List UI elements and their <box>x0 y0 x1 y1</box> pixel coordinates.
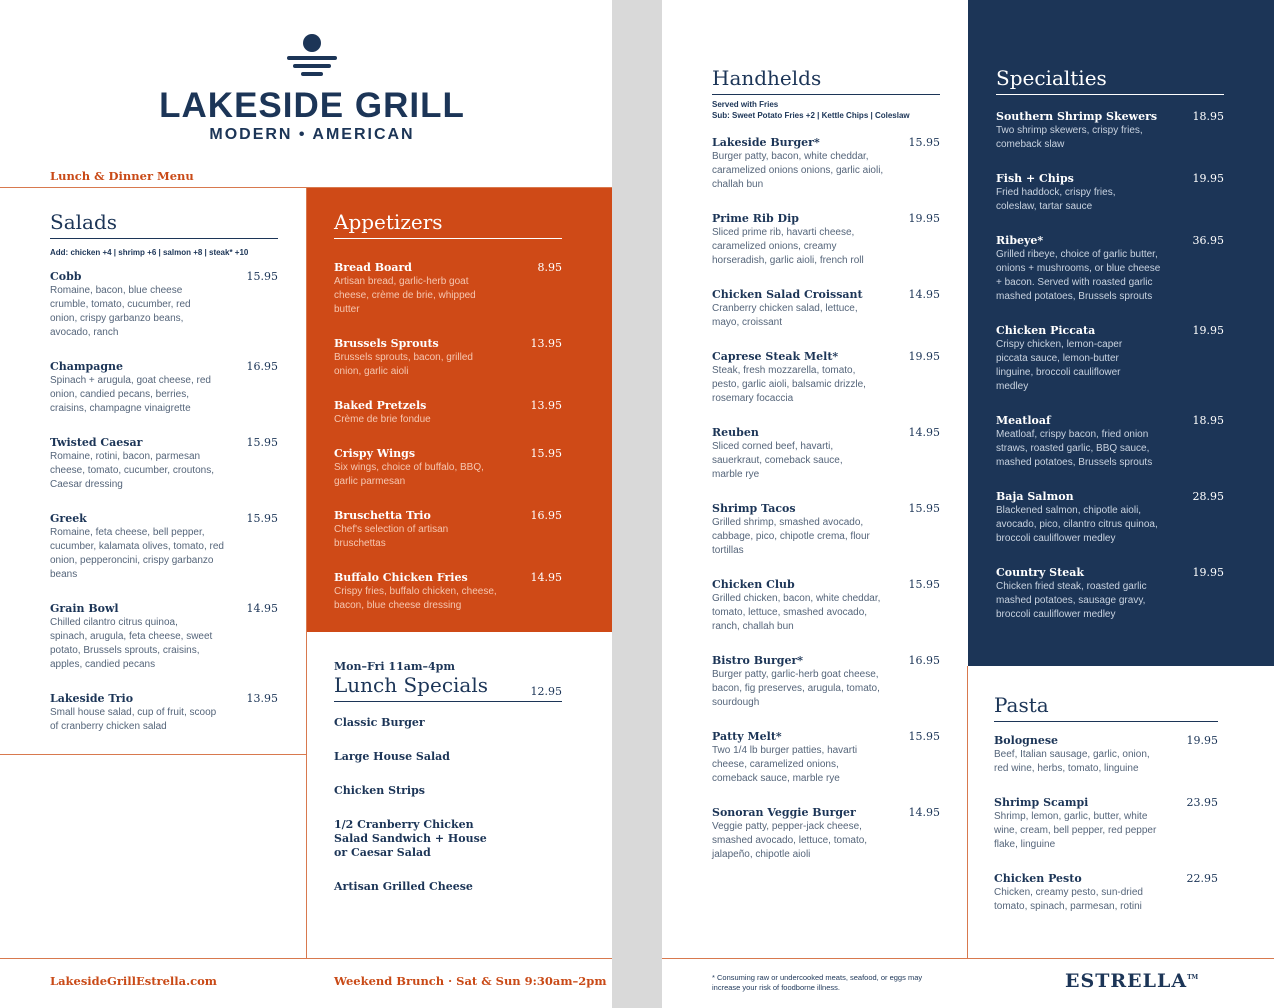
item-name: Grain Bowl <box>50 602 119 615</box>
menu-item <box>996 172 1224 214</box>
item-price: 15.95 <box>246 512 278 525</box>
divider <box>967 666 968 958</box>
menu-item <box>712 806 940 862</box>
item-price: 15.95 <box>246 436 278 449</box>
item-desc: Small house salad, cup of fruit, scoop of cranberry chicken salad <box>50 707 217 732</box>
item-price: 15.95 <box>246 270 278 283</box>
menu-item <box>50 692 278 734</box>
menu-item <box>50 270 278 340</box>
item-desc: Burger patty, bacon, white cheddar, caramelized onions onions, garlic aioli, challah bun <box>712 151 884 190</box>
item-price: 8.95 <box>537 261 562 274</box>
salads-section <box>50 210 278 734</box>
lunch-title-row <box>334 673 562 702</box>
item-name: Brussels Sprouts <box>334 337 439 350</box>
item-name: Shrimp Scampi <box>994 796 1089 809</box>
menu-item <box>994 734 1218 776</box>
item-name: Prime Rib Dip <box>712 212 799 225</box>
menu-item <box>50 512 278 582</box>
menu-item <box>996 110 1224 152</box>
item-price: 19.95 <box>1192 324 1224 337</box>
item-price: 15.95 <box>908 136 940 149</box>
item-desc: Spinach + arugula, goat cheese, red onion, candied pecans, berries, craisins, champagne vinaigrette <box>50 375 211 414</box>
menu-item <box>994 872 1218 914</box>
section-title: Appetizers <box>334 210 562 239</box>
menu-item <box>334 509 562 551</box>
menu-item <box>712 350 940 406</box>
menu-item <box>712 136 940 192</box>
menu-item <box>50 602 278 672</box>
section-note: Add: chicken +4 | shrimp +6 | salmon +8 | steak* +10 <box>50 248 249 257</box>
menu-item <box>334 571 562 613</box>
menu-page-left <box>0 0 612 1008</box>
lunch-item: Artisan Grilled Cheese <box>334 880 473 893</box>
item-name: Ribeye* <box>996 234 1044 247</box>
item-name: Cobb <box>50 270 82 283</box>
item-price: 15.95 <box>908 578 940 591</box>
item-desc: Sliced corned beef, havarti, sauerkraut, comeback sauce, marble rye <box>712 441 843 480</box>
menu-item <box>712 426 940 482</box>
item-name: Champagne <box>50 360 124 373</box>
item-name: Chicken Pesto <box>994 872 1082 885</box>
section-title: Pasta <box>994 693 1218 722</box>
menu-item <box>334 447 562 489</box>
menu-item <box>712 730 940 786</box>
item-name: Caprese Steak Melt* <box>712 350 839 363</box>
menu-page-right <box>662 0 1274 1008</box>
item-desc: Meatloaf, crispy bacon, fried onion straws, roasted garlic, BBQ sauce, mashed potatoes, Brussels sprouts <box>996 429 1153 468</box>
item-desc: Blackened salmon, chipotle aioli, avocado, pico, cilantro citrus quinoa, broccoli cauliflower medley <box>996 505 1158 544</box>
brand-logo <box>1065 970 1198 992</box>
menu-item <box>996 490 1224 546</box>
section-note: Served with Fries <box>712 100 779 109</box>
item-price: 36.95 <box>1192 234 1224 247</box>
item-name: Bruschetta Trio <box>334 509 431 522</box>
menu-item <box>334 261 562 317</box>
item-price: 16.95 <box>530 509 562 522</box>
sun-lake-icon <box>287 34 337 80</box>
item-desc: Veggie patty, pepper-jack cheese, smashed avocado, lettuce, tomato, jalapeño, chipotle aioli <box>712 821 868 860</box>
lunch-item: Classic Burger <box>334 716 425 729</box>
item-price: 19.95 <box>1192 172 1224 185</box>
item-price: 14.95 <box>908 288 940 301</box>
menu-item <box>50 360 278 416</box>
item-name: Baja Salmon <box>996 490 1074 503</box>
item-price: 13.95 <box>530 399 562 412</box>
lunch-item: Large House Salad <box>334 750 450 763</box>
menu-item <box>712 578 940 634</box>
item-price: 15.95 <box>908 730 940 743</box>
item-price: 14.95 <box>246 602 278 615</box>
item-price: 22.95 <box>1186 872 1218 885</box>
item-desc: Chef's selection of artisan bruschettas <box>334 524 449 549</box>
menu-item <box>50 436 278 492</box>
lunch-item: Chicken Strips <box>334 784 425 797</box>
logo-tagline: MODERN • AMERICAN <box>209 126 415 143</box>
logo-name: LAKESIDE GRILL <box>159 86 465 125</box>
logo <box>150 34 474 144</box>
item-name: Shrimp Tacos <box>712 502 796 515</box>
item-name: Fish + Chips <box>996 172 1074 185</box>
item-price: 23.95 <box>1186 796 1218 809</box>
item-desc: Chilled cilantro citrus quinoa, spinach, arugula, feta cheese, sweet potato, Brussels sprouts, craisins, apples, candied pecans <box>50 617 213 670</box>
item-price: 14.95 <box>530 571 562 584</box>
item-desc: Grilled chicken, bacon, white cheddar, tomato, lettuce, smashed avocado, ranch, challah bun <box>712 593 881 632</box>
item-price: 19.95 <box>1192 566 1224 579</box>
item-price: 16.95 <box>908 654 940 667</box>
item-desc: Crispy fries, buffalo chicken, cheese, bacon, blue cheese dressing <box>334 586 497 611</box>
item-desc: Shrimp, lemon, garlic, butter, white wine, cream, bell pepper, red pepper flake, linguine <box>994 811 1157 850</box>
section-title: Specialties <box>996 66 1224 95</box>
item-price: 28.95 <box>1192 490 1224 503</box>
divider <box>662 958 1274 959</box>
lunch-specials-section <box>334 660 562 894</box>
item-price: 15.95 <box>530 447 562 460</box>
item-name: Chicken Piccata <box>996 324 1096 337</box>
menu-item <box>996 234 1224 304</box>
item-name: Crispy Wings <box>334 447 416 460</box>
menu-item <box>996 414 1224 470</box>
divider <box>0 754 306 755</box>
lunch-item: 1/2 Cranberry Chicken Salad Sandwich + House or Caesar Salad <box>334 818 487 859</box>
lunch-price: 12.95 <box>530 685 562 698</box>
trademark-mark: TM <box>1187 974 1199 981</box>
section-title: Handhelds <box>712 66 940 95</box>
item-name: Country Steak <box>996 566 1084 579</box>
section-title: Salads <box>50 210 278 239</box>
item-name: Sonoran Veggie Burger <box>712 806 856 819</box>
appetizers-section <box>334 210 562 613</box>
item-price: 18.95 <box>1192 414 1224 427</box>
item-desc: Crème de brie fondue <box>334 414 431 425</box>
item-desc: Chicken, creamy pesto, sun-dried tomato, spinach, parmesan, rotini <box>994 887 1143 912</box>
menu-item <box>712 288 940 330</box>
item-desc: Crispy chicken, lemon-caper piccata sauce, lemon-butter linguine, broccoli cauliflower medley <box>996 339 1123 392</box>
item-name: Lakeside Burger* <box>712 136 820 149</box>
divider <box>0 958 612 959</box>
item-desc: Romaine, rotini, bacon, parmesan cheese, tomato, cucumber, croutons, Caesar dressing <box>50 451 214 490</box>
item-price: 15.95 <box>908 502 940 515</box>
item-price: 13.95 <box>530 337 562 350</box>
item-name: Greek <box>50 512 87 525</box>
item-name: Chicken Club <box>712 578 795 591</box>
specialties-section <box>996 66 1224 622</box>
item-desc: Burger patty, garlic-herb goat cheese, bacon, fig preserves, arugula, tomato, sourdough <box>712 669 880 708</box>
item-name: Chicken Salad Croissant <box>712 288 863 301</box>
item-name: Lakeside Trio <box>50 692 134 705</box>
menu-item <box>334 337 562 379</box>
item-desc: Two 1/4 lb burger patties, havarti cheese, caramelized onions, comeback sauce, marble rye <box>712 745 858 784</box>
menu-item <box>334 399 562 427</box>
item-name: Patty Melt* <box>712 730 782 743</box>
item-desc: Two shrimp skewers, crispy fries, comeback slaw <box>996 125 1143 150</box>
item-name: Reuben <box>712 426 759 439</box>
menu-item <box>994 796 1218 852</box>
menu-item <box>712 502 940 558</box>
foodborne-disclaimer: * Consuming raw or undercooked meats, seafood, or eggs may increase your risk of foodborne illness. <box>712 973 923 992</box>
item-price: 19.95 <box>908 350 940 363</box>
item-name: Bread Board <box>334 261 412 274</box>
item-desc: Romaine, bacon, blue cheese crumble, tomato, cucumber, red onion, crispy garbanzo beans, avocado, ranch <box>50 285 191 338</box>
item-name: Bolognese <box>994 734 1059 747</box>
item-desc: Grilled ribeye, choice of garlic butter, onions + mushrooms, or blue cheese + bacon. Served with roasted garlic mashed potatoes, Brussels sprouts <box>996 249 1161 302</box>
lunch-hours: Mon–Fri 11am–4pm <box>334 660 455 673</box>
item-name: Buffalo Chicken Fries <box>334 571 468 584</box>
item-desc: Grilled shrimp, smashed avocado, cabbage, pico, chipotle crema, flour tortillas <box>712 517 870 556</box>
item-desc: Cranberry chicken salad, lettuce, mayo, croissant <box>712 303 858 328</box>
item-price: 13.95 <box>246 692 278 705</box>
item-desc: Six wings, choice of buffalo, BBQ, garlic parmesan <box>334 462 484 487</box>
menu-label: Lunch & Dinner Menu <box>50 169 194 183</box>
item-desc: Chicken fried steak, roasted garlic mashed potatoes, sausage gravy, broccoli cauliflower medley <box>996 581 1147 620</box>
item-desc: Steak, fresh mozzarella, tomato, pesto, garlic aioli, balsamic drizzle, rosemary focaccia <box>712 365 866 404</box>
item-price: 19.95 <box>1186 734 1218 747</box>
item-name: Meatloaf <box>996 414 1051 427</box>
item-price: 14.95 <box>908 426 940 439</box>
item-price: 18.95 <box>1192 110 1224 123</box>
item-desc: Romaine, feta cheese, bell pepper, cucumber, kalamata olives, tomato, red onion, pepperoncini, crispy garbanzo beans <box>50 527 224 580</box>
handhelds-section <box>712 66 940 862</box>
item-name: Southern Shrimp Skewers <box>996 110 1158 123</box>
menu-item <box>712 212 940 268</box>
item-price: 19.95 <box>908 212 940 225</box>
item-name: Baked Pretzels <box>334 399 427 412</box>
brunch-note: Weekend Brunch · Sat & Sun 9:30am–2pm <box>334 974 607 988</box>
section-note: Sub: Sweet Potato Fries +2 | Kettle Chips | Coleslaw <box>712 111 910 120</box>
item-desc: Brussels sprouts, bacon, grilled onion, garlic aioli <box>334 352 473 377</box>
item-name: Twisted Caesar <box>50 436 143 449</box>
item-price: 16.95 <box>246 360 278 373</box>
menu-item <box>996 324 1224 394</box>
section-title: Lunch Specials <box>334 673 562 702</box>
item-desc: Sliced prime rib, havarti cheese, caramelized onions, creamy horseradish, garlic aioli, french roll <box>712 227 864 266</box>
item-desc: Fried haddock, crispy fries, coleslaw, tartar sauce <box>996 187 1116 212</box>
item-desc: Artisan bread, garlic-herb goat cheese, crème de brie, whipped butter <box>334 276 476 315</box>
pasta-section <box>994 693 1218 914</box>
menu-item <box>996 566 1224 622</box>
item-price: 14.95 <box>908 806 940 819</box>
menu-item <box>712 654 940 710</box>
item-name: Bistro Burger* <box>712 654 804 667</box>
item-desc: Beef, Italian sausage, garlic, onion, red wine, herbs, tomato, linguine <box>994 749 1150 774</box>
brand-name: ESTRELLA <box>1065 970 1188 992</box>
website-link[interactable]: LakesideGrillEstrella.com <box>50 974 217 988</box>
